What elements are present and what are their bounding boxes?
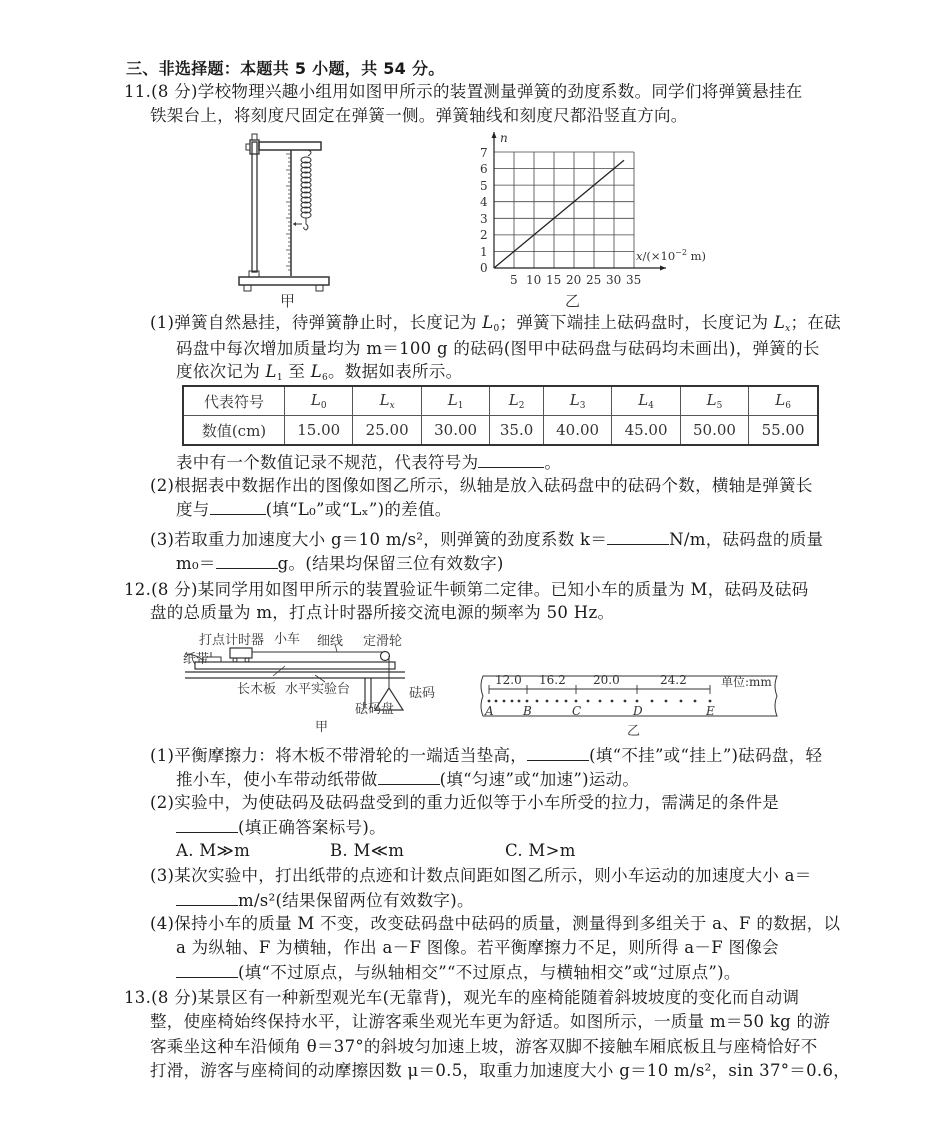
- segment-BC: 16.2: [539, 673, 566, 687]
- q13-line4: 打滑，游客与座椅间的动摩擦因数 μ＝0.5，取重力加速度大小 g＝10 m/s²，sin 37°＝0.6，: [150, 1061, 851, 1080]
- q12-option-a: A. M≫m: [176, 841, 251, 860]
- label-timer: 打点计时器: [199, 633, 265, 648]
- q12-part1-line1: (1)平衡摩擦力：将木板不带滑轮的一端适当垫高， (填“不挂”或“挂上”)砝码盘，轻: [150, 746, 823, 765]
- q12-part4-line2: a 为纵轴、F 为横轴，作出 a－F 图像。若平衡摩擦力不足，则所得 a－F 图像会: [176, 938, 779, 957]
- point-A: A: [485, 704, 494, 718]
- q12-part4-line3: (填“不过原点，与纵轴相交”“不过原点，与横轴相交”或“过原点”)。: [176, 962, 741, 983]
- q13-line2: 整，使座椅始终保持水平，让游客乘坐观光车更为舒适。如图所示，一质量 m＝50 kg 的游: [150, 1012, 831, 1031]
- svg-text:10: 10: [526, 273, 542, 286]
- q11-chart-n-vs-x: [470, 126, 720, 286]
- q11-part1-line2: 码盘中每次增加质量均为 m＝100 g 的砝码(图甲中砝码盘与砝码均未画出)，弹簧的长: [176, 339, 820, 358]
- svg-text:3: 3: [480, 212, 488, 226]
- label-pulley: 定滑轮: [363, 634, 403, 649]
- table-cell-value: 30.00: [421, 416, 489, 446]
- q12-number: 12.: [124, 580, 152, 599]
- label-weight: 砝码: [409, 686, 436, 701]
- svg-text:0: 0: [480, 261, 488, 275]
- q12-part2-line2: (填正确答案标号)。: [176, 817, 386, 838]
- table-cell-value: 45.00: [612, 416, 680, 446]
- point-B: B: [523, 704, 532, 718]
- answer-blank[interactable]: [176, 817, 238, 833]
- q12-figure-yi-caption: 乙: [627, 724, 641, 739]
- table-cell-value: 35.0: [490, 416, 544, 446]
- q13-number: 13.: [124, 988, 152, 1007]
- q12-stem-line2: 盘的总质量为 m，打点计时器所接交流电源的频率为 50 Hz。: [150, 603, 615, 622]
- segment-AB: 12.0: [495, 673, 522, 687]
- point-E: E: [706, 704, 715, 718]
- table-cell-symbol: $L_1$: [421, 386, 489, 416]
- segment-DE: 24.2: [660, 673, 687, 687]
- table-cell-symbol: $L_6$: [749, 386, 818, 416]
- table-row-symbols: [183, 386, 818, 416]
- q11-part2-line1: (2)根据表中数据作出的图像如图乙所示，纵轴是放入砝码盘中的砝码个数，横轴是弹簧长: [150, 476, 813, 495]
- table-cell-value: 50.00: [680, 416, 748, 446]
- svg-text:2: 2: [480, 228, 488, 242]
- table-cell-symbol: $L_x$: [353, 386, 421, 416]
- svg-text:30: 30: [606, 273, 622, 286]
- point-C: C: [572, 704, 582, 718]
- svg-text:1: 1: [480, 245, 488, 259]
- q11-figure-yi-caption: 乙: [565, 292, 581, 310]
- svg-text:35: 35: [626, 273, 642, 286]
- table-cell-value: 15.00: [285, 416, 353, 446]
- q12-figure-tape: [475, 672, 785, 739]
- q11-stem-line2: 铁架台上，将刻度尺固定在弹簧一侧。弹簧轴线和刻度尺都沿竖直方向。: [150, 106, 688, 125]
- q11-part1-line4: 表中有一个数值记录不规范，代表符号为 。: [176, 453, 562, 472]
- svg-text:15: 15: [546, 273, 562, 286]
- table-cell-symbol: $L_2$: [490, 386, 544, 416]
- q12-part3-line1: (3)某次实验中，打出纸带的点迹和计数点间距如图乙所示，则小车运动的加速度大小 a＝: [150, 866, 812, 885]
- answer-blank[interactable]: [176, 890, 238, 906]
- label-table: 水平实验台: [285, 682, 351, 697]
- svg-text:n: n: [500, 131, 508, 145]
- table-cell-symbol: $L_4$: [612, 386, 680, 416]
- q12-figure-jia-caption: 甲: [315, 720, 329, 735]
- q11-stem-line1: 11.(8 分)学校物理兴趣小组用如图甲所示的装置测量弹簧的劲度系数。同学们将弹簧悬挂在: [124, 82, 803, 101]
- q11-part2-line2: 度与 (填“L₀”或“Lₓ”)的差值。: [176, 500, 452, 519]
- answer-blank[interactable]: [607, 529, 669, 545]
- svg-text:x/(×10−2 m): $x/(\times 10^{-2}$ m): [636, 248, 706, 263]
- tape-unit: 单位:mm: [721, 675, 772, 689]
- q12-points: (8 分): [151, 580, 198, 599]
- svg-text:5: 5: [510, 273, 518, 286]
- q13-line3: 客乘坐这种车沿倾角 θ＝37°的斜坡匀加速上坡，游客双脚不接触车厢底板且与座椅恰好不: [150, 1037, 818, 1056]
- answer-blank[interactable]: [478, 452, 544, 468]
- answer-blank[interactable]: [210, 499, 266, 515]
- q11-figure-spring-stand: [236, 130, 336, 305]
- label-pan: 砝码盘: [355, 702, 395, 717]
- q11-data-table: [182, 385, 819, 446]
- table-cell-value: 40.00: [543, 416, 611, 446]
- q12-part2-line1: (2)实验中，为使砝码及砝码盘受到的重力近似等于小车所受的拉力，需满足的条件是: [150, 793, 780, 812]
- table-cell-value: 55.00: [749, 416, 818, 446]
- q11-part3-line2: m₀＝ g。(结果均保留三位有效数字): [176, 554, 504, 573]
- q11-number: 11.: [124, 82, 152, 101]
- svg-text:25: 25: [586, 273, 602, 286]
- q12-stem-line1: 12.(8 分)某同学用如图甲所示的装置验证牛顿第二定律。已知小车的质量为 M，砝码及砝码: [124, 580, 809, 599]
- section-heading: 三、非选择题：本题共 5 小题，共 54 分。: [126, 59, 445, 78]
- q12-part3-line2: m/s²(结果保留两位有效数字)。: [176, 890, 474, 911]
- table-cell-symbol: $L_0$: [285, 386, 353, 416]
- q12-part4-line1: (4)保持小车的质量 M 不变，改变砝码盘中砝码的质量，测量得到多组关于 a、F 的数据，以: [150, 914, 841, 933]
- svg-text:4: 4: [480, 195, 488, 209]
- q12-option-c: C. M>m: [505, 841, 576, 860]
- table-row-values: [183, 416, 818, 446]
- answer-blank[interactable]: [378, 769, 440, 785]
- table-cell-value: 25.00: [353, 416, 421, 446]
- table-header-symbol: 代表符号: [183, 386, 285, 416]
- q13-points: (8 分): [151, 988, 198, 1007]
- answer-blank[interactable]: [527, 745, 589, 761]
- segment-CD: 20.0: [593, 673, 620, 687]
- svg-text:20: 20: [566, 273, 582, 286]
- q11-points: (8 分): [151, 82, 198, 101]
- label-cart: 小车: [274, 632, 301, 647]
- table-header-value: 数值(cm): [183, 416, 285, 446]
- answer-blank[interactable]: [216, 553, 278, 569]
- label-string: 细线: [317, 634, 344, 649]
- q13-line1: 13.(8 分)某景区有一种新型观光车(无靠背)，观光车的座椅能随着斜坡坡度的变化而自动调: [124, 988, 800, 1007]
- label-board: 长木板: [237, 682, 277, 697]
- svg-text:7: 7: [480, 146, 488, 160]
- svg-text:5: 5: [480, 179, 488, 193]
- table-cell-symbol: $L_3$: [543, 386, 611, 416]
- table-cell-symbol: $L_5$: [680, 386, 748, 416]
- q11-figure-jia-caption: 甲: [280, 292, 296, 310]
- q12-figure-cart-apparatus: [185, 628, 455, 733]
- svg-text:6: 6: [480, 162, 488, 176]
- q11-part1-line3: 度依次记为 $L_1$ 至 $L_6$。数据如表所示。: [176, 362, 463, 383]
- q11-part3-line1: (3)若取重力加速度大小 g＝10 m/s²，则弹簧的劲度系数 k＝ N/m，砝码盘的质量: [150, 530, 824, 549]
- label-tape: 纸带: [183, 652, 210, 667]
- point-D: D: [633, 704, 643, 718]
- answer-blank[interactable]: [176, 962, 238, 978]
- q12-part1-line2: 推小车，使小车带动纸带做 (填“匀速”或“加速”)运动。: [176, 770, 640, 789]
- q12-option-b: B. M≪m: [330, 841, 405, 860]
- q11-part1-line1: (1)弹簧自然悬挂，待弹簧静止时，长度记为 $L_0$；弹簧下端挂上砝码盘时，长度记为 $L_x$；在砝: [150, 313, 841, 334]
